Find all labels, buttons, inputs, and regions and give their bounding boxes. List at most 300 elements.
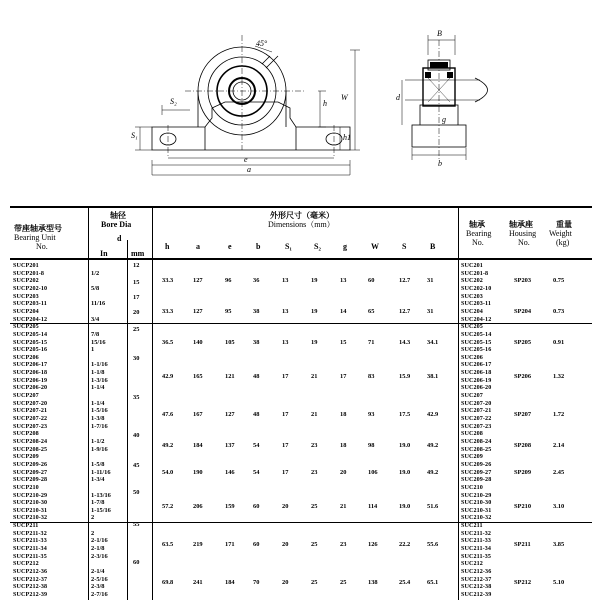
dim-value: 21 [340, 502, 347, 510]
dim-value: 49.2 [427, 441, 439, 449]
bore-mm: 35 [133, 393, 140, 401]
bore-mm: 55 [133, 520, 140, 528]
dim-value: 38 [253, 338, 260, 346]
unit-bearing: SUC212-37 [461, 576, 492, 583]
header-dim-9: B [430, 242, 436, 251]
dim-value: 23 [311, 468, 318, 476]
unit-model: SUCP209 [13, 454, 39, 461]
unit-model: SUCP205-14 [13, 331, 48, 338]
header-dim-2: e [228, 242, 232, 251]
unit-bearing: SUC203 [461, 293, 483, 300]
dim-value: 20 [282, 541, 289, 549]
dim-value: 127 [193, 277, 203, 285]
label-d: d [396, 93, 400, 102]
bore-mm: 50 [133, 489, 140, 497]
header-weight-cn: 重量 [556, 220, 572, 229]
dim-value: 19.0 [399, 502, 411, 510]
unit-bearing: SUC204-12 [461, 316, 492, 323]
unit-bore-in: 2-5/16 [91, 575, 108, 583]
unit-model: SUCP201-8 [13, 270, 45, 277]
unit-bore-in: 1-7/16 [91, 422, 108, 430]
unit-bearing: SUC205 [461, 324, 483, 331]
dim-value: 38.1 [427, 372, 439, 380]
label-B: B [437, 29, 442, 38]
unit-bore-in: 1-3/4 [91, 476, 105, 484]
unit-bearing: SUC201-8 [461, 270, 489, 277]
dim-value: 65.1 [427, 579, 439, 587]
dim-value: 105 [225, 338, 235, 346]
dim-value: 83 [368, 372, 375, 380]
dim-value: 12.7 [399, 277, 411, 285]
housing-no: SP207 [514, 411, 532, 419]
dim-value: 57.2 [162, 502, 174, 510]
unit-bearing: SUC209 [461, 454, 483, 461]
label-e: e [244, 155, 248, 164]
unit-bearing: SUC202 [461, 278, 483, 285]
dim-value: 159 [225, 502, 235, 510]
group-separator [10, 323, 592, 324]
unit-model: SUCP204-12 [13, 316, 48, 323]
unit-bore-in: 1-13/16 [91, 491, 111, 499]
dim-value: 65 [368, 307, 375, 315]
col-divider-bore [152, 206, 153, 600]
dim-value: 69.8 [162, 579, 174, 587]
unit-bore-in: 15/16 [91, 338, 106, 346]
dim-value: 33.3 [162, 307, 174, 315]
header-bottom-rule [10, 258, 592, 260]
unit-bearing: SUC205-14 [461, 331, 492, 338]
dim-value: 25 [340, 579, 347, 587]
dim-value: 55.6 [427, 541, 439, 549]
header-housing-en: Housing [509, 229, 537, 238]
header-bore-en: Bore Dia [101, 220, 132, 229]
dim-value: 60 [253, 502, 260, 510]
weight-kg: 5.10 [553, 579, 565, 587]
unit-model: SUCP212-38 [13, 584, 48, 591]
unit-model: SUCP206-20 [13, 385, 48, 392]
header-dims-cn: 外形尺寸（毫米） [270, 211, 334, 220]
unit-model: SUCP210-32 [13, 515, 48, 522]
unit-model: SUCP212-36 [13, 569, 48, 575]
unit-model: SUCP202-10 [13, 285, 48, 292]
dim-value: 31 [427, 277, 434, 285]
dim-value: 23 [340, 541, 347, 549]
bore-mm: 45 [133, 462, 140, 470]
header-bearing-en: Bearing [466, 229, 492, 238]
dim-value: 70 [253, 579, 260, 587]
header-dim-5: S₂ [314, 242, 321, 251]
dim-value: 19.0 [399, 468, 411, 476]
header-dim-8: S [402, 242, 407, 251]
dim-value: 14.3 [399, 338, 411, 346]
bore-mm: 12 [133, 262, 140, 269]
dim-value: 167 [193, 411, 203, 419]
weight-kg: 3.10 [553, 502, 565, 510]
housing-no: SP212 [514, 579, 532, 587]
label-h1: h1 [343, 133, 351, 142]
dim-value: 190 [193, 468, 203, 476]
unit-bearing: SUC207-23 [461, 423, 492, 430]
unit-bearing: SUC211 [461, 523, 483, 530]
unit-model: SUCP211-32 [13, 530, 47, 537]
unit-bore-in: 1-9/16 [91, 445, 108, 453]
dim-value: 18 [340, 441, 347, 449]
header-dim-4: S₁ [285, 242, 292, 251]
dim-value: 25 [311, 541, 318, 549]
dim-value: 19 [311, 277, 318, 285]
unit-bore-in: 1 [91, 346, 95, 354]
dim-value: 241 [193, 579, 203, 587]
unit-bearing: SUC210-30 [461, 500, 492, 507]
header-dim-0: h [165, 242, 170, 251]
unit-bearing: SUC209-26 [461, 461, 492, 468]
unit-model: SUCP211-34 [13, 546, 47, 553]
bore-mm: 17 [133, 294, 140, 302]
dim-value: 13 [282, 277, 289, 285]
unit-bearing: SUC206-18 [461, 370, 492, 377]
dim-value: 121 [225, 372, 235, 380]
dim-value: 49.2 [162, 441, 174, 449]
unit-model: SUCP209-28 [13, 477, 48, 484]
unit-bearing: SUC203-11 [461, 301, 492, 308]
dim-value: 60 [253, 541, 260, 549]
unit-model: SUCP202 [13, 278, 39, 285]
unit-model: SUCP205 [13, 324, 39, 331]
col-divider-model [88, 206, 89, 600]
bore-mm: 25 [133, 326, 140, 334]
dim-value: 20 [340, 468, 347, 476]
unit-bore-in: 1-1/4 [91, 384, 105, 392]
header-bearing-unit-cn: 带座轴承型号 [14, 224, 62, 233]
unit-model: SUCP209-27 [13, 469, 48, 476]
bore-mm: 40 [133, 431, 140, 439]
dim-value: 96 [225, 277, 232, 285]
weight-kg: 3.85 [553, 541, 565, 549]
unit-bearing: SUC211-34 [461, 546, 492, 553]
unit-bearing: SUC210-32 [461, 515, 492, 522]
unit-bore-in: 1/2 [91, 269, 100, 277]
unit-model: SUCP201 [13, 263, 39, 269]
unit-bearing: SUC209-28 [461, 477, 492, 484]
dim-value: 36 [253, 277, 260, 285]
unit-model: SUCP210-30 [13, 500, 48, 507]
dim-value: 54 [253, 468, 260, 476]
unit-bearing: SUC207-22 [461, 416, 492, 422]
unit-bearing: SUC207 [461, 393, 483, 400]
unit-bearing: SUC211-35 [461, 553, 492, 560]
dim-value: 49.2 [427, 468, 439, 476]
unit-bore-in: 11/16 [91, 300, 106, 308]
unit-model: SUCP212-37 [13, 576, 48, 583]
unit-model: SUCP206-18 [13, 370, 48, 377]
dim-value: 25 [311, 502, 318, 510]
unit-model: SUCP207-21 [13, 408, 48, 415]
header-dims-en: Dimensions（mm） [268, 220, 335, 229]
unit-bore-in: 1-5/16 [91, 407, 108, 415]
dim-value: 19 [311, 307, 318, 315]
header-bore-d: d [117, 234, 122, 243]
housing-no: SP203 [514, 277, 532, 285]
unit-model: SUCP204 [13, 308, 39, 315]
label-angle: 45° [256, 39, 268, 48]
unit-bore-in: 2-1/16 [91, 537, 108, 545]
housing-no: SP210 [514, 502, 532, 510]
unit-model: SUCP207-22 [13, 416, 48, 422]
housing-no: SP208 [514, 441, 532, 449]
dim-value: 140 [193, 338, 203, 346]
housing-no: SP206 [514, 372, 532, 380]
dim-value: 137 [225, 441, 235, 449]
dim-value: 17 [340, 372, 347, 380]
header-bore-mm: mm [131, 249, 145, 258]
dim-value: 31 [427, 307, 434, 315]
dim-value: 20 [282, 579, 289, 587]
unit-bearing: SUC201 [461, 263, 483, 269]
unit-model: SUCP212 [13, 561, 39, 568]
unit-bore-in: 2 [91, 514, 95, 522]
dim-value: 17 [282, 441, 289, 449]
unit-model: SUCP210-31 [13, 507, 48, 514]
bore-mm: 15 [133, 278, 140, 286]
dim-value: 51.6 [427, 502, 439, 510]
unit-model: SUCP208-25 [13, 446, 48, 453]
housing-no: SP205 [514, 338, 532, 346]
weight-kg: 0.75 [553, 277, 565, 285]
dim-value: 19.0 [399, 441, 411, 449]
dim-value: 23 [311, 441, 318, 449]
unit-bearing: SUC210-31 [461, 507, 492, 514]
unit-model: SUCP203 [13, 293, 39, 300]
col-divider-dims [458, 206, 459, 600]
dim-value: 138 [368, 579, 378, 587]
unit-model: SUCP206 [13, 354, 39, 361]
unit-bearing: SUC212-36 [461, 569, 492, 575]
dim-value: 184 [225, 579, 235, 587]
unit-bearing: SUC211-32 [461, 530, 492, 537]
dim-value: 36.5 [162, 338, 174, 346]
header-bore-cn: 轴径 [110, 211, 126, 220]
dim-value: 13 [282, 307, 289, 315]
weight-kg: 2.45 [553, 468, 565, 476]
unit-bore-in: 1-3/16 [91, 376, 108, 384]
header-dim-6: g [343, 242, 347, 251]
label-w: W [341, 93, 348, 102]
unit-bearing: SUC205-15 [461, 339, 492, 346]
dim-value: 48 [253, 411, 260, 419]
dim-value: 13 [340, 277, 347, 285]
unit-bearing: SUC207-21 [461, 408, 492, 415]
header-dim-1: a [196, 242, 200, 251]
unit-bearing: SUC207-20 [461, 400, 492, 407]
dim-value: 21 [311, 372, 318, 380]
dim-value: 17 [282, 372, 289, 380]
housing-no: SP211 [514, 541, 531, 549]
unit-bearing: SUC210 [461, 484, 483, 491]
dim-value: 33.3 [162, 277, 174, 285]
dim-value: 206 [193, 502, 203, 510]
dim-value: 93 [368, 411, 375, 419]
label-g: g [442, 115, 446, 124]
dim-value: 12.7 [399, 307, 411, 315]
unit-bearing: SUC208-25 [461, 446, 492, 453]
unit-model: SUCP208-24 [13, 438, 48, 445]
dim-value: 95 [225, 307, 232, 315]
weight-kg: 1.72 [553, 411, 565, 419]
dim-value: 25.4 [399, 579, 411, 587]
unit-bore-in: 1-1/8 [91, 369, 105, 377]
group-separator [10, 522, 592, 523]
unit-model: SUCP210-29 [13, 492, 48, 499]
unit-bearing: SUC208-24 [461, 438, 492, 445]
dim-value: 54 [253, 441, 260, 449]
label-b: b [438, 159, 442, 168]
dim-value: 127 [193, 307, 203, 315]
dim-value: 171 [225, 541, 235, 549]
dim-value: 15.9 [399, 372, 411, 380]
unit-bearing: SUC210-29 [461, 492, 492, 499]
unit-bore-in: 3/4 [91, 315, 100, 323]
unit-model: SUCP207-23 [13, 423, 48, 430]
dim-value: 71 [368, 338, 375, 346]
unit-bearing: SUC204 [461, 308, 483, 315]
unit-bore-in: 1-5/8 [91, 460, 105, 468]
header-bearing-no: No. [472, 238, 484, 247]
header-weight-en: Weight [549, 229, 572, 238]
unit-bore-in: 2-3/8 [91, 583, 105, 591]
unit-bore-in: 1-3/8 [91, 415, 105, 422]
unit-bearing: SUC206-19 [461, 377, 492, 384]
header-housing-cn: 轴承座 [509, 220, 533, 229]
weight-kg: 0.91 [553, 338, 565, 346]
housing-no: SP209 [514, 468, 532, 476]
unit-bearing: SUC209-27 [461, 469, 492, 476]
dim-value: 25 [311, 579, 318, 587]
unit-model: SUCP210 [13, 484, 39, 491]
unit-bearing: SUC208 [461, 431, 483, 438]
unit-bore-in: 1-1/4 [91, 399, 105, 407]
weight-kg: 2.14 [553, 441, 565, 449]
unit-bore-in: 5/8 [91, 284, 100, 292]
unit-model: SUCP211-33 [13, 538, 47, 545]
dim-value: 127 [225, 411, 235, 419]
header-bearing-unit-no: No. [36, 242, 48, 251]
unit-bore-in: 1-11/16 [91, 468, 111, 476]
unit-model: SUCP205-15 [13, 339, 48, 346]
dim-value: 14 [340, 307, 347, 315]
dim-value: 42.9 [162, 372, 174, 380]
unit-bore-in: 2-1/4 [91, 568, 105, 575]
dim-value: 13 [282, 338, 289, 346]
header-bearing-cn: 轴承 [469, 220, 485, 229]
label-s1: S₁ [131, 131, 138, 140]
dim-value: 219 [193, 541, 203, 549]
unit-bearing: SUC205-16 [461, 347, 492, 354]
dim-value: 34.1 [427, 338, 439, 346]
dim-value: 17.5 [399, 411, 411, 419]
label-h: h [323, 99, 327, 108]
unit-bore-in: 1-15/16 [91, 506, 111, 514]
label-s2: S₂ [170, 97, 177, 106]
dim-value: 54.0 [162, 468, 174, 476]
unit-model: SUCP203-11 [13, 301, 47, 308]
bore-mm: 20 [133, 309, 140, 317]
dim-value: 114 [368, 502, 378, 510]
unit-model: SUCP206-17 [13, 362, 48, 369]
header-dim-3: b [256, 242, 261, 251]
unit-model: SUCP206-19 [13, 377, 48, 384]
unit-bore-in: 2-7/16 [91, 590, 108, 598]
unit-model: SUCP211-35 [13, 553, 47, 560]
dim-value: 47.6 [162, 411, 174, 419]
unit-bearing: SUC206-17 [461, 362, 492, 369]
dim-value: 18 [340, 411, 347, 419]
dim-value: 63.5 [162, 541, 174, 549]
unit-bearing: SUC212-39 [461, 591, 492, 598]
unit-bearing: SUC212 [461, 561, 483, 568]
unit-bearing: SUC206-20 [461, 385, 492, 392]
dim-value: 17 [282, 468, 289, 476]
dim-value: 22.2 [399, 541, 411, 549]
unit-bearing: SUC212-38 [461, 584, 492, 591]
dim-value: 38 [253, 307, 260, 315]
unit-bore-in: 2-1/8 [91, 545, 105, 553]
bore-mm: 30 [133, 355, 140, 363]
unit-model: SUCP212-39 [13, 591, 48, 598]
bore-mm: 60 [133, 558, 140, 566]
col-divider-in-mm [127, 240, 128, 600]
dim-value: 19 [311, 338, 318, 346]
dim-value: 17 [282, 411, 289, 419]
unit-bore-in: 2-3/16 [91, 552, 108, 560]
header-housing-no: No. [518, 238, 530, 247]
dim-value: 184 [193, 441, 203, 449]
unit-bearing: SUC202-10 [461, 285, 492, 292]
unit-model: SUCP207 [13, 393, 39, 400]
dim-value: 48 [253, 372, 260, 380]
dim-value: 21 [311, 411, 318, 419]
unit-model: SUCP208 [13, 431, 39, 438]
weight-kg: 1.32 [553, 372, 565, 380]
header-bearing-unit-en: Bearing Unit [14, 233, 56, 242]
unit-model: SUCP209-26 [13, 461, 48, 468]
housing-no: SP204 [514, 307, 532, 315]
header-dim-7: W [371, 242, 379, 251]
dim-value: 98 [368, 441, 375, 449]
dim-value: 165 [193, 372, 203, 380]
dim-value: 146 [225, 468, 235, 476]
dim-value: 126 [368, 541, 378, 549]
dim-value: 60 [368, 277, 375, 285]
header-weight-unit: (kg) [556, 238, 570, 247]
unit-model: SUCP205-16 [13, 347, 48, 354]
header-bore-in: In [100, 249, 108, 258]
table-top-rule [10, 206, 592, 208]
unit-bore-in: 7/8 [91, 330, 100, 338]
weight-kg: 0.73 [553, 307, 565, 315]
dim-value: 15 [340, 338, 347, 346]
unit-bore-in: 1-1/2 [91, 437, 105, 445]
unit-bore-in: 1-7/8 [91, 499, 105, 507]
dim-value: 106 [368, 468, 378, 476]
dim-value: 20 [282, 502, 289, 510]
unit-model: SUCP211 [13, 523, 39, 530]
unit-bore-in: 2 [91, 529, 95, 537]
unit-bearing: SUC206 [461, 354, 483, 361]
dim-value: 42.9 [427, 411, 439, 419]
unit-bore-in: 1-1/16 [91, 361, 108, 369]
unit-model: SUCP207-20 [13, 400, 48, 407]
label-a: a [247, 165, 251, 174]
